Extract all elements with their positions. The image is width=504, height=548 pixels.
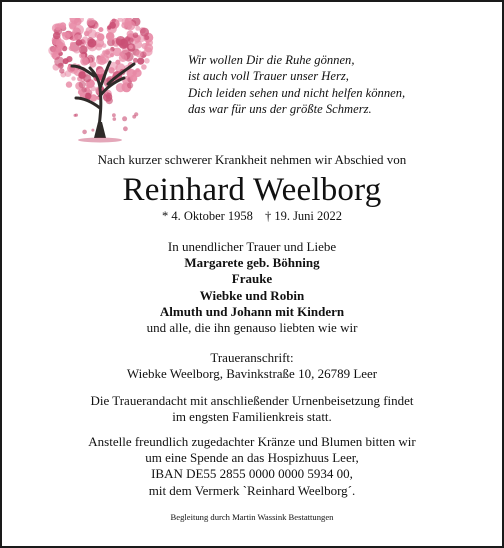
blossom-dot (57, 47, 63, 53)
mourners-closing: und alle, die ihn genauso liebten wie wir (146, 320, 358, 336)
blossom-dot (127, 82, 133, 88)
blossom-dot (102, 50, 106, 54)
mourners-block (2, 239, 502, 336)
mourners-heading: In unendlicher Trauer und Liebe (167, 239, 337, 254)
blossom-dot (128, 37, 134, 43)
blossom-dot (85, 93, 92, 100)
birth-date: * 4. Oktober 1958 (161, 209, 253, 223)
poem-line: das war für uns der größte Schmerz. (188, 102, 372, 117)
blossom-dot (126, 21, 136, 31)
petal-dot (134, 112, 138, 116)
address-value: Wiebke Weelborg, Bavinkstraße 10, 26789 Leer (126, 366, 378, 382)
petal-dot (112, 113, 116, 117)
blossom-dot (116, 83, 125, 92)
poem-line: Wir wollen Dir die Ruhe gönnen, (188, 53, 355, 67)
petal-dot (91, 129, 94, 132)
blossom-dot (127, 30, 134, 37)
blossom-dot (106, 97, 113, 104)
petal-dot (75, 114, 78, 117)
donation-line: Anstelle freundlich zugedachter Kränze und Blumen bitten wir (88, 434, 416, 449)
petal-dot (122, 116, 127, 121)
blossom-dot (129, 45, 134, 50)
petal-dot (123, 126, 128, 131)
blossom-dot (95, 43, 102, 50)
service-line: im engsten Familienkreis statt. (172, 409, 332, 425)
heart-tree-icon (42, 18, 160, 148)
blossom-dot (59, 68, 64, 73)
blossom-dot (62, 32, 66, 36)
mourner-name: Frauke (231, 271, 273, 287)
blossom-dot (107, 33, 113, 39)
blossom-dot (71, 76, 75, 80)
poem-line: Dich leiden sehen und nicht helfen können, (188, 85, 406, 100)
mourner-name: Almuth und Johann mit Kindern (159, 303, 345, 319)
blossom-dot (134, 41, 142, 49)
donation-line: mit dem Vermerk `Reinhard Weelborg´. (148, 482, 356, 498)
address-block (2, 350, 502, 382)
address-label: Traueranschrift: (210, 350, 294, 365)
donation-line: um eine Spende an das Hospizhuus Leer, (145, 450, 359, 466)
service-block (2, 393, 502, 425)
donation-line: IBAN DE55 2855 0000 0000 5934 00, (151, 466, 353, 482)
blossom-dot (54, 57, 64, 67)
blossom-dot (98, 56, 107, 65)
blossom-dot (133, 32, 139, 38)
blossom-dot (82, 36, 89, 43)
donation-block (2, 434, 502, 499)
blossom-dot (95, 32, 101, 38)
intro-text: Nach kurzer schwerer Krankheit nehmen wir Abschied von (97, 152, 407, 167)
poem-line: ist auch voll Trauer unser Herz, (188, 69, 349, 84)
blossom-dot (78, 90, 83, 95)
blossom-dot (144, 58, 150, 64)
service-line: Die Trauerandacht mit anschließender Urnenbeisetzung findet (90, 393, 414, 408)
blossom-dot (60, 22, 66, 28)
mourner-name: Margarete geb. Böhning (184, 255, 320, 271)
blossom-dot (98, 27, 103, 32)
mourner-name: Wiebke und Robin (199, 287, 305, 303)
death-date: † 19. Juni 2022 (264, 209, 343, 223)
blossom-dot (53, 32, 61, 40)
blossom-dot (73, 46, 81, 54)
blossom-dot (136, 50, 143, 57)
blossom-dot (112, 19, 116, 23)
deceased-name: Reinhard Weelborg (122, 172, 382, 208)
blossom-dot (144, 44, 153, 53)
poem (188, 52, 488, 118)
blossom-dot (140, 28, 149, 37)
blossom-dot (116, 38, 123, 45)
funeral-home-credit: Begleitung durch Martin Wassink Bestattungen (170, 512, 334, 522)
blossom-dot (134, 69, 142, 77)
blossom-dot (79, 81, 86, 88)
blossom-dot (80, 57, 89, 66)
blossom-dot (109, 22, 116, 29)
life-dates (2, 209, 502, 224)
blossom-dot (78, 71, 86, 79)
blossom-dot (76, 39, 82, 45)
blossom-dot (137, 58, 144, 65)
blossom-dot (66, 81, 72, 87)
blossom-dot (66, 31, 72, 37)
blossom-dot (102, 43, 107, 48)
blossom-dot (133, 58, 138, 63)
petal-dot (82, 130, 87, 135)
blossom-dot (141, 64, 147, 70)
petal-dot (113, 117, 117, 121)
